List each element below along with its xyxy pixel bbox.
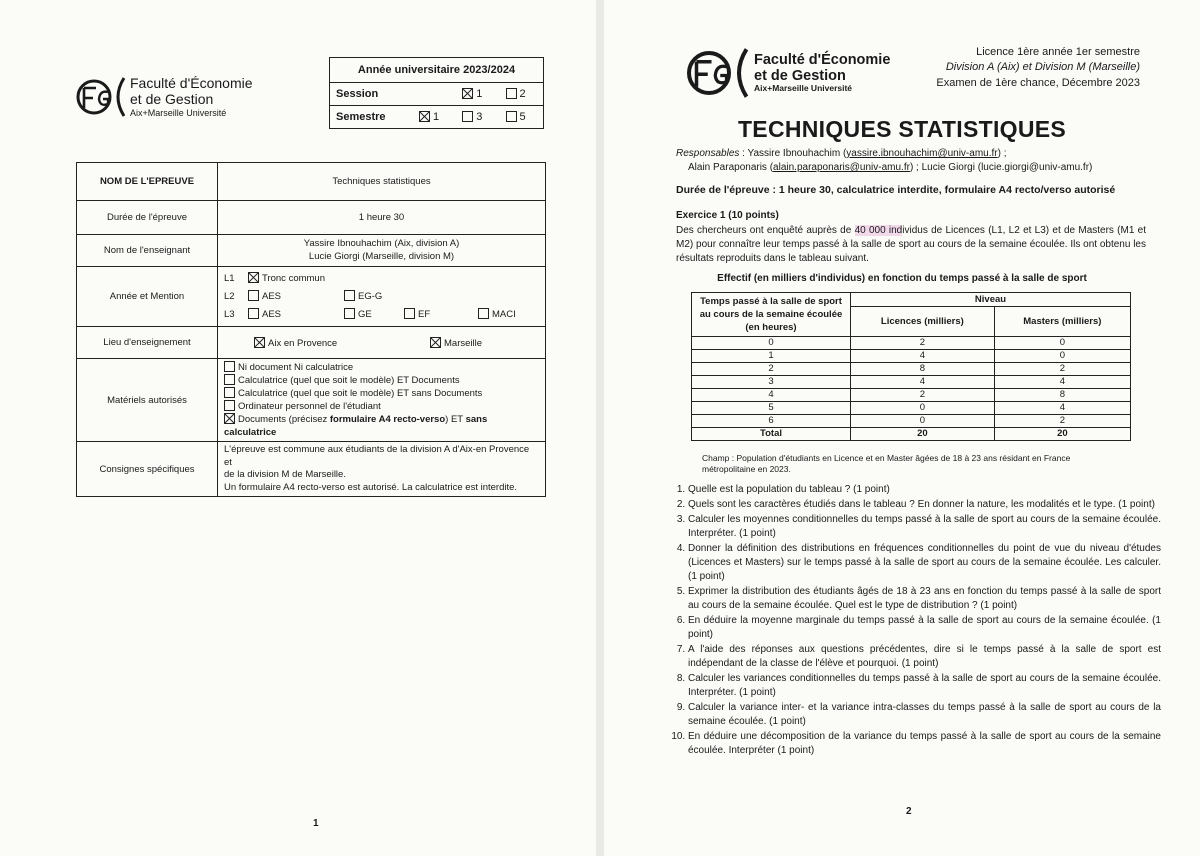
enseignant-1: Yassire Ibnouhachim (Aix, division A) — [303, 238, 460, 250]
semestre-option-1[interactable]: 1 — [413, 106, 456, 129]
list-item: 3. Calculer les moyennes conditionnelles du temps passé à la salle de sport au cours de la semaine écoulée. Interpréter. (1 point) — [688, 513, 1161, 541]
logo-line-3: Aix+Marseille Université — [754, 83, 853, 94]
checkbox-icon — [462, 111, 473, 122]
row-l2: L2 AES EG-G — [224, 288, 539, 306]
logo-line-3: Aix+Marseille Université — [130, 107, 227, 118]
logo-line-1: Faculté d'Économie — [130, 75, 253, 92]
duree-value: 1 heure 30 — [218, 201, 546, 235]
list-item: 1. Quelle est la population du tableau ? (1 point) — [688, 483, 1161, 497]
header-divisions: Division A (Aix) et Division M (Marseille) — [945, 61, 1140, 74]
epreuve-label: NOM DE L'EPREUVE — [77, 163, 218, 201]
semestre-label: Semestre — [330, 106, 414, 129]
table-note-champ: Champ : Population d'étudiants en Licence et en Master âgées de 18 à 23 ans résidant en France métropolitaine en 2023. — [702, 453, 1071, 475]
exam-questions-page — [604, 0, 1200, 856]
table-header-niveau: Niveau — [851, 293, 1131, 307]
list-item: 6. En déduire la moyenne marginale du temps passé à la salle de sport au cours de la semaine écoulée. (1 point) — [688, 614, 1161, 642]
materiel-option-2[interactable]: Calculatrice (quel que soit le modèle) ET Documents — [224, 374, 539, 387]
faculty-logo — [74, 74, 253, 120]
semestre-option-5[interactable]: 5 — [500, 106, 544, 129]
checkbox-icon — [248, 290, 259, 301]
checkbox-icon — [344, 290, 355, 301]
page-number: 1 — [313, 818, 319, 829]
exam-cover-page — [0, 0, 596, 856]
table-row: 6 0 2 — [692, 415, 1131, 428]
table-header-time: Temps passé à la salle de sport au cours de la semaine écoulée (en heures) — [692, 293, 851, 337]
session-label: Session — [330, 83, 414, 106]
responsables-label: Responsables — [676, 148, 740, 159]
materiel-option-1[interactable]: Ni document Ni calculatrice — [224, 361, 539, 374]
row-l3: L3 AES GE EF MACI — [224, 306, 539, 324]
consignes-label: Consignes spécifiques — [77, 442, 218, 497]
logo-line-1: Faculté d'Économie — [754, 52, 891, 68]
marseille-option[interactable]: Marseille — [430, 337, 482, 349]
table-caption: Effectif (en milliers d'individus) en fonction du temps passé à la salle de sport — [717, 273, 1087, 284]
table-row: 0 2 0 — [692, 337, 1131, 350]
list-item: 10. En déduire une décomposition de la variance du temps passé à la salle de sport au cours de la semaine écoulée. Interpréter (1 point) — [688, 730, 1161, 758]
materiels-label: Matériels autorisés — [77, 359, 218, 442]
responsables: Responsables : Yassire Ibnouhachim (yassire.ibnouhachim@univ-amu.fr) ; Alain Paraponaris (alain.paraponaris@univ-amu.fr) ; Lucie Giorgi (lucie.giorgi@univ-amu.fr) — [676, 148, 1093, 173]
materiel-option-3[interactable]: Calculatrice (quel que soit le modèle) ET sans Documents — [224, 387, 539, 400]
tronc-commun-option[interactable]: Tronc commun — [248, 270, 325, 288]
consignes-line-1: L'épreuve est commune aux étudiants de la division A d'Aix-en Provence et — [224, 444, 530, 468]
email-link-ibnouhachim[interactable]: yassire.ibnouhachim@univ-amu.fr — [846, 148, 998, 159]
data-table — [691, 292, 1131, 441]
page-number: 2 — [906, 806, 912, 817]
exam-duration: Durée de l'épreuve : 1 heure 30, calculatrice interdite, formulaire A4 recto/verso autorisé — [676, 184, 1116, 196]
consignes-line-3: Un formulaire A4 recto-verso est autorisé. La calculatrice est interdite. — [224, 481, 518, 493]
checkbox-icon — [478, 308, 489, 319]
annee-label: Année et Mention — [77, 267, 218, 327]
l2-aes-option[interactable]: AES — [248, 288, 344, 306]
checkbox-icon — [224, 374, 235, 385]
list-item: 7. A l'aide des réponses aux questions précédentes, dire si le temps passé à la salle de sport est indépendant de la classe de l'élève et pourquoi. (1 point) — [688, 643, 1161, 671]
exam-header-info — [936, 45, 1140, 91]
duree-label: Durée de l'épreuve — [77, 201, 218, 235]
checkbox-icon — [248, 308, 259, 319]
materiel-option-4[interactable]: Ordinateur personnel de l'étudiant — [224, 400, 539, 413]
session-option-2[interactable]: 2 — [500, 83, 544, 106]
l3-maci-option[interactable]: MACI — [478, 306, 516, 324]
checked-box-icon — [248, 272, 259, 283]
materiel-option-5[interactable]: Documents (précisez formulaire A4 recto-verso) ET sans calculatrice — [224, 414, 488, 438]
checked-box-icon — [419, 111, 430, 122]
highlighted-text: 40 000 ind — [854, 225, 903, 236]
list-item: 8. Calculer les variances conditionnelles du temps passé à la salle de sport au cours de la semaine écoulée. Interpréter. (1 point) — [688, 672, 1161, 700]
aix-option[interactable]: Aix en Provence — [224, 337, 430, 349]
exam-title: TECHNIQUES STATISTIQUES — [737, 116, 1067, 142]
checkbox-icon — [404, 308, 415, 319]
email-link-paraponaris[interactable]: alain.paraponaris@univ-amu.fr — [773, 162, 910, 173]
logo-line-2: et de Gestion — [130, 90, 214, 107]
checkbox-icon — [506, 88, 517, 99]
academic-year-table — [329, 57, 544, 129]
lieu-label: Lieu d'enseignement — [77, 327, 218, 359]
checkbox-icon — [224, 400, 235, 411]
enseignant-label: Nom de l'enseignant — [77, 235, 218, 267]
checkbox-icon — [224, 361, 235, 372]
list-item: 4. Donner la définition des distributions en fréquences conditionnelles du point de vue du niveau d'études (Licences et Masters) sur le temps passé à la salle de sport au cours de la semaine écoulée. Les calculer. (1 point) — [688, 542, 1161, 584]
table-header-licences: Licences (milliers) — [851, 307, 995, 337]
feg-logo-icon — [74, 74, 130, 120]
session-option-1[interactable]: 1 — [456, 83, 499, 106]
exam-info-table — [76, 162, 546, 497]
checkbox-icon — [344, 308, 355, 319]
consignes-line-2: de la division M de Marseille. — [224, 469, 346, 480]
semestre-option-3[interactable]: 3 — [456, 106, 499, 129]
list-item: 5. Exprimer la distribution des étudiants âgés de 18 à 23 ans en fonction du temps passé à la salle de sport au cours de la semaine écoulée. Quel est le type de distribution ? (1 point) — [688, 585, 1161, 613]
table-row: 2 8 2 — [692, 363, 1131, 376]
exercise-intro: Des chercheurs ont enquêté auprès de 40 000 individus de Licences (L1, L2 et L3) et de Masters (M1 et M2) pour connaître leur temps passé à la salle de sport au cours de la semaine écoulée. Ils ont obtenu les résultats reproduits dans le tableau suivant. — [676, 225, 1147, 264]
header-session: Examen de 1ère chance, Décembre 2023 — [936, 76, 1140, 89]
faculty-logo — [684, 44, 890, 102]
list-item: 2. Quels sont les caractères étudiés dans le tableau ? En donner la nature, les modalités et le type. (1 point) — [688, 498, 1161, 512]
l3-aes-option[interactable]: AES — [248, 306, 344, 324]
table-row: 1 4 0 — [692, 350, 1131, 363]
feg-logo-icon — [684, 44, 754, 102]
checked-box-icon — [430, 337, 441, 348]
header-level: Licence 1ère année 1er semestre — [976, 46, 1140, 58]
epreuve-value: Techniques statistiques — [218, 163, 546, 201]
table-row: 4 2 8 — [692, 389, 1131, 402]
table-row: 5 0 4 — [692, 402, 1131, 415]
table-total-row: Total 20 20 — [692, 428, 1131, 441]
checked-box-icon — [254, 337, 265, 348]
row-l1: L1 Tronc commun — [224, 270, 539, 288]
academic-year-header: Année universitaire 2023/2024 — [330, 58, 544, 83]
enseignant-2: Lucie Giorgi (Marseille, division M) — [308, 250, 455, 262]
l2-eg-g-option[interactable]: EG-G — [344, 288, 382, 306]
checked-box-icon — [224, 413, 235, 424]
checkbox-icon — [506, 111, 517, 122]
l3-ge-option[interactable]: GE — [344, 306, 404, 324]
l3-ef-option[interactable]: EF — [404, 306, 478, 324]
table-header-masters: Masters (milliers) — [994, 307, 1130, 337]
table-row: 3 4 4 — [692, 376, 1131, 389]
question-list — [674, 483, 1161, 759]
list-item: 9. Calculer la variance inter- et la variance intra-classes du temps passé à la salle de sport au cours de la semaine écoulée. (1 point) — [688, 701, 1161, 729]
logo-line-2: et de Gestion — [754, 68, 846, 85]
checked-box-icon — [462, 88, 473, 99]
exercise-heading: Exercice 1 (10 points) — [676, 210, 779, 221]
checkbox-icon — [224, 387, 235, 398]
